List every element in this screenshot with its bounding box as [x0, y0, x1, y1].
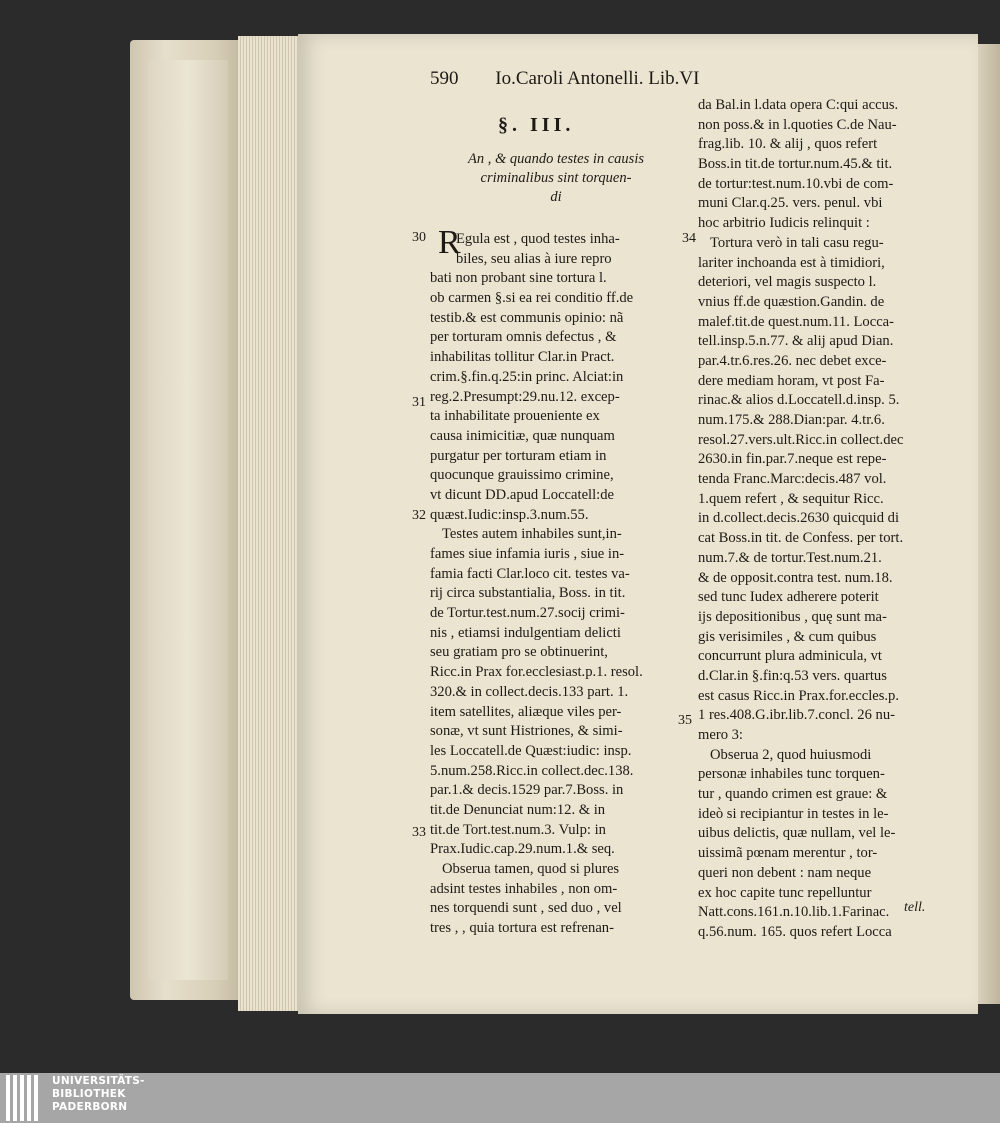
text-line: tell.insp.5.n.77. & alij apud Dian.	[698, 333, 894, 350]
text-line: tenda Franc.Marc:decis.487 vol.	[698, 471, 887, 488]
text-line: causa inimicitiæ, quæ nunquam	[430, 427, 615, 444]
text-line: & de opposit.contra test. num.18.	[698, 569, 893, 586]
text-line: nes torquendi sunt , sed duo , vel	[430, 900, 622, 917]
margin-number-35: 35	[678, 713, 692, 728]
text-line: per torturam omnis defectus , &	[430, 329, 617, 346]
text-line: nis , etiamsi indulgentiam delicti	[430, 624, 621, 641]
text-line: malef.tit.de quest.num.11. Locca-	[698, 313, 895, 330]
text-line: 320.& in collect.decis.133 part. 1.	[430, 683, 629, 700]
text-line: Ricc.in Prax for.ecclesiast.p.1. resol.	[430, 664, 643, 681]
library-name-line: UNIVERSITÄTS-	[52, 1075, 145, 1087]
text-line: adsint testes inhabiles , non om-	[430, 880, 618, 897]
drop-capital: R	[438, 224, 461, 261]
text-line: famia facti Clar.loco cit. testes va-	[430, 565, 630, 582]
text-line: tres , , quia tortura est refrenan-	[430, 920, 614, 937]
text-line: de tortur:test.num.10.vbi de com-	[698, 175, 894, 192]
binding-inner	[148, 60, 228, 980]
text-line: queri non debent : nam neque	[698, 864, 872, 881]
text-line: quæst.Iudic:insp.3.num.55.	[430, 506, 589, 523]
text-line: 2630.in fin.par.7.neque est repe-	[698, 451, 887, 468]
text-line: dere mediam horam, vt post Fa-	[698, 372, 885, 389]
text-line: num.175.& 288.Dian:par. 4.tr.6.	[698, 412, 885, 428]
text-line: deteriori, vel magis suspecto l.	[698, 274, 877, 291]
text-line: par.4.tr.6.res.26. nec debet exce-	[698, 352, 887, 369]
text-line: cat Boss.in tit. de Confess. per tort.	[698, 530, 904, 547]
text-line: hoc arbitrio Iudicis relinquit :	[698, 215, 870, 232]
running-title: Io.Caroli Antonelli. Lib.VI	[495, 68, 700, 89]
text-line: ta inhabilitate proueniente ex	[430, 408, 600, 425]
text-line: est casus Ricc.in Prax.for.eccles.p.	[698, 687, 900, 704]
text-line: Prax.Iudic.cap.29.num.1.& seq.	[430, 841, 615, 858]
text-line: in d.collect.decis.2630 quicquid di	[698, 510, 900, 527]
text-line: lariter inchoanda est à timidiori,	[698, 254, 885, 271]
facing-page-edge	[978, 44, 1000, 1004]
text-line: Natt.cons.161.n.10.lib.1.Farinac.	[698, 904, 890, 921]
section-rubric	[436, 150, 676, 207]
text-line: Egula est , quod testes inha-	[456, 231, 620, 247]
text-line: sed tunc Iudex adherere poterit	[698, 589, 879, 606]
page-edges	[238, 36, 304, 1011]
text-line: ideò si recipiantur in testes in le-	[698, 805, 889, 822]
margin-number-34: 34	[682, 231, 696, 246]
text-line: Obserua tamen, quod si plures	[442, 861, 620, 877]
running-head	[430, 68, 699, 90]
rubric-line: di	[550, 189, 562, 205]
text-line: d.Clar.in §.fin:q.53 vers. quartus	[698, 667, 887, 684]
text-line: resol.27.vers.ult.Ricc.in collect.dec	[698, 431, 904, 448]
margin-number-32: 32	[412, 508, 426, 523]
text-line: vnius ff.de quæstion.Gandin. de	[698, 293, 885, 310]
library-footer	[0, 1073, 1000, 1123]
text-line: non poss.& in l.quoties C.de Nau-	[698, 116, 897, 133]
text-line: par.1.& decis.1529 par.7.Boss. in	[430, 782, 624, 799]
library-name	[52, 1075, 145, 1114]
rubric-line: criminalibus sint torquen-	[480, 170, 632, 186]
text-line: Boss.in tit.de tortur.num.45.& tit.	[698, 156, 893, 173]
text-line: seu gratiam pro se obtinuerint,	[430, 644, 608, 661]
text-line: item satellites, aliæque viles per-	[430, 703, 622, 720]
text-line: uibus delictis, quæ nullam, vel le-	[698, 825, 896, 842]
library-name-line: BIBLIOTHEK	[52, 1088, 126, 1100]
text-line: tit.de Denunciat num:12. & in	[430, 801, 606, 818]
text-line: ex hoc capite tunc repelluntur	[698, 884, 872, 901]
text-line: ob carmen §.si ea rei conditio ff.de	[430, 290, 634, 307]
text-line: num.7.& de tortur.Test.num.21.	[698, 549, 882, 566]
text-line: reg.2.Presumpt:29.nu.12. excep-	[430, 388, 620, 405]
text-line: quocunque grauissimo crimine,	[430, 467, 614, 484]
rubric-line: An , & quando testes in causis	[467, 151, 644, 167]
left-column	[430, 230, 682, 939]
text-line: concurrunt plura adminicula, vt	[698, 648, 882, 665]
text-line: testib.& est communis opinio: nã	[430, 309, 624, 326]
catchword: tell.	[904, 900, 926, 915]
margin-number-30: 30	[412, 230, 426, 245]
text-line: de Tortur.test.num.27.socij crimi-	[430, 605, 625, 622]
margin-number-33: 33	[412, 825, 426, 840]
text-line: rinac.& alios d.Loccatell.d.insp. 5.	[698, 392, 900, 409]
text-line: mero 3:	[698, 727, 743, 743]
text-line: purgatur per torturam etiam in	[430, 447, 607, 464]
text-line: gis verisimiles , & cum quibus	[698, 628, 877, 645]
text-line: frag.lib. 10. & alij , quos refert	[698, 136, 878, 153]
text-line: personæ inhabiles tunc torquen-	[698, 766, 885, 783]
text-line: 5.num.258.Ricc.in collect.dec.138.	[430, 762, 634, 779]
text-line: les Loccatell.de Quæst:iudic: insp.	[430, 742, 632, 759]
right-column	[698, 96, 960, 943]
text-line: q.56.num. 165. quos refert Locca	[698, 923, 892, 940]
section-heading: §. III.	[498, 114, 575, 136]
text-line: ijs depositionibus , quę sunt ma-	[698, 608, 887, 625]
text-line: Obserua 2, quod huiusmodi	[710, 746, 872, 763]
text-line: sonæ, vt sunt Histriones, & simi-	[430, 723, 623, 740]
page-number: 590	[430, 68, 459, 89]
text-line: tit.de Tort.test.num.3. Vulp: in	[430, 821, 606, 838]
library-name-line: PADERBORN	[52, 1101, 128, 1113]
text-line: fames siue infamia iuris , siue in-	[430, 546, 625, 562]
text-line: rij circa substantialia, Boss. in tit.	[430, 585, 626, 602]
text-line: 1 res.408.G.ibr.lib.7.concl. 26 nu-	[698, 707, 895, 724]
text-line: bati non probant sine tortura l.	[430, 270, 607, 287]
text-line: tur , quando crimen est graue: &	[698, 786, 888, 803]
text-line: 1.quem refert , & sequitur Ricc.	[698, 490, 884, 507]
library-logo-icon	[6, 1075, 46, 1121]
text-line: da Bal.in l.data opera C:qui accus.	[698, 97, 899, 113]
text-line: inhabilitas tollitur Clar.in Pract.	[430, 349, 615, 366]
text-line: muni Clar.q.25. vers. penul. vbi	[698, 195, 883, 212]
text-line: Testes autem inhabiles sunt,in-	[442, 526, 622, 543]
text-line: Tortura verò in tali casu regu-	[710, 234, 884, 251]
text-line: crim.§.fin.q.25:in princ. Alciat:in	[430, 368, 624, 385]
text-line: uissimã pœnam merentur , tor-	[698, 845, 878, 862]
text-line: vt dicunt DD.apud Loccatell:de	[430, 486, 614, 503]
text-line: biles, seu alias à iure repro	[456, 250, 612, 267]
margin-number-31: 31	[412, 395, 426, 410]
